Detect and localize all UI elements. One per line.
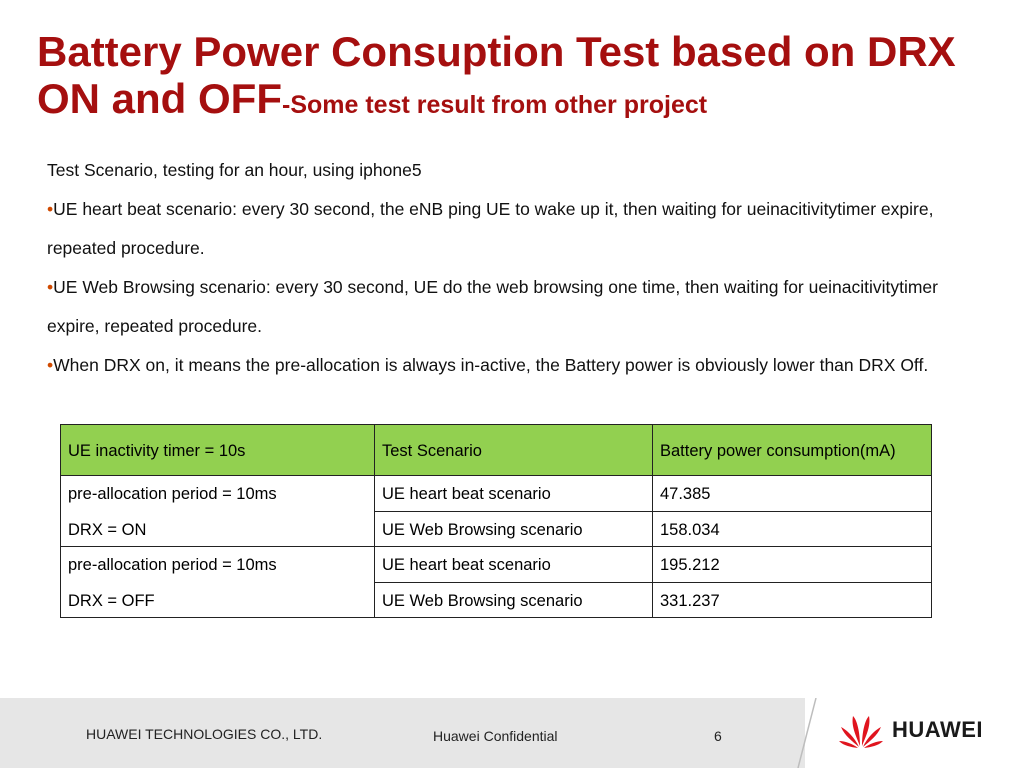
slide-footer bbox=[0, 698, 1024, 768]
results-table bbox=[60, 424, 932, 618]
bullet-icon: • bbox=[47, 277, 54, 297]
scenario-text: UE Web Browsing scenario bbox=[382, 591, 583, 610]
bullet-text: UE heart beat scenario: every 30 second, the eNB ping UE to wake up it, then waiting for ueinacitivitytimer expire, repeated procedure. bbox=[47, 199, 934, 258]
value-cell bbox=[653, 547, 932, 583]
value-cell bbox=[653, 476, 932, 512]
config-line: pre-allocation period = 10ms bbox=[68, 485, 277, 503]
title-main: Battery Power Consuption Test based on DRX ON and OFF bbox=[37, 28, 956, 122]
bullet-icon: • bbox=[47, 199, 54, 219]
scenario-text: UE heart beat scenario bbox=[382, 485, 551, 503]
value-text: 331.237 bbox=[660, 591, 720, 610]
value-cell bbox=[653, 582, 932, 618]
table-row bbox=[61, 476, 932, 512]
bullet-item bbox=[47, 346, 947, 385]
scenario-text: UE heart beat scenario bbox=[382, 556, 551, 574]
value-text: 158.034 bbox=[660, 520, 720, 539]
scenario-cell bbox=[375, 547, 653, 583]
huawei-logo bbox=[838, 710, 983, 750]
slide-title bbox=[37, 28, 997, 129]
company-name: HUAWEI TECHNOLOGIES CO., LTD. bbox=[86, 726, 323, 742]
value-cell bbox=[653, 511, 932, 547]
config-line: DRX = OFF bbox=[68, 592, 155, 610]
intro-text: Test Scenario, testing for an hour, using iphone5 bbox=[47, 160, 422, 180]
footer-divider bbox=[788, 698, 818, 768]
title-subtitle: -Some test result from other project bbox=[282, 91, 708, 119]
value-text: 195.212 bbox=[660, 556, 720, 574]
logo-wordmark: HUAWEI bbox=[892, 717, 983, 742]
bullet-icon: • bbox=[47, 355, 54, 375]
config-cell bbox=[61, 476, 375, 547]
scenario-cell bbox=[375, 582, 653, 618]
bullet-text: UE Web Browsing scenario: every 30 second, UE do the web browsing one time, then waiting for ueinacitivitytimer expire, repeated procedure. bbox=[47, 277, 938, 336]
scenario-text: UE Web Browsing scenario bbox=[382, 520, 583, 539]
header-scenario: Test Scenario bbox=[375, 425, 653, 476]
huawei-flower-icon bbox=[838, 710, 884, 750]
page-number: 6 bbox=[714, 728, 722, 744]
config-cell bbox=[61, 547, 375, 618]
table-row bbox=[61, 547, 932, 583]
header-consumption: Battery power consumption(mA) bbox=[653, 425, 932, 476]
config-line: pre-allocation period = 10ms bbox=[68, 556, 277, 574]
config-line: DRX = ON bbox=[68, 521, 147, 539]
value-text: 47.385 bbox=[660, 485, 711, 503]
bullet-text: When DRX on, it means the pre-allocation is always in-active, the Battery power is obviously lower than DRX Off. bbox=[53, 355, 929, 375]
header-timer: UE inactivity timer = 10s bbox=[61, 425, 375, 476]
confidential-label: Huawei Confidential bbox=[433, 728, 558, 744]
scenario-cell bbox=[375, 511, 653, 547]
table-header-row bbox=[61, 425, 932, 476]
bullet-item bbox=[47, 190, 947, 268]
scenario-cell bbox=[375, 476, 653, 512]
slide-body bbox=[47, 151, 947, 385]
bullet-item bbox=[47, 268, 947, 346]
